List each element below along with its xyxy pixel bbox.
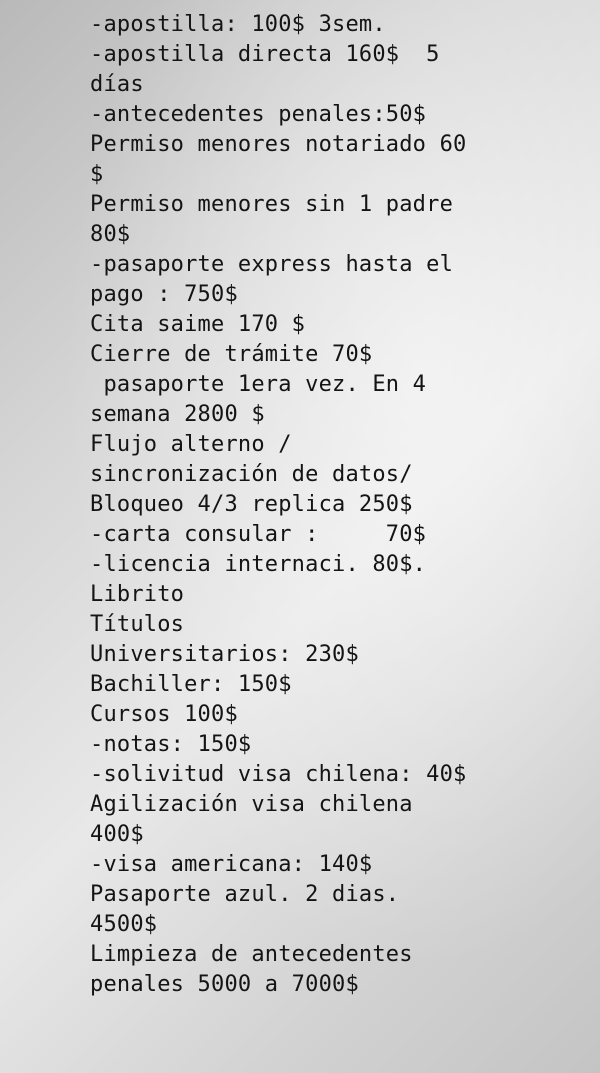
price-list-line: -solivitud visa chilena: 40$ [90,762,467,787]
price-list-line: Universitarios: 230$ [90,642,359,667]
price-list-line: semana 2800 $ [90,402,265,427]
price-list-line: -apostilla: 100$ 3sem. [90,12,386,37]
price-list-line: pago : 750$ [90,282,238,307]
price-list-line: Agilización visa chilena [90,792,413,817]
price-list-line: 80$ [90,222,131,247]
price-list-line: -antecedentes penales:50$ [90,102,427,127]
price-list-line: -visa americana: 140$ [90,852,373,877]
price-list-line: sincronización de datos/ [90,462,413,487]
price-list-line: Títulos [90,612,185,637]
price-list-line: -licencia internaci. 80$. [90,552,427,577]
price-list-line: 4500$ [90,912,158,937]
price-list-line: Cita saime 170 $ [90,312,306,337]
price-list-line: -apostilla directa 160$ 5 [90,42,440,67]
price-list-line: pasaporte 1era vez. En 4 [90,372,427,397]
price-list-line: -pasaporte express hasta el [90,252,454,277]
price-list-line: Bachiller: 150$ [90,672,292,697]
price-list-line: -carta consular : 70$ [90,522,427,547]
price-list-line: Librito [90,582,185,607]
price-list-line: Flujo alterno / [90,432,292,457]
price-list-line: Limpieza de antecedentes [90,942,413,967]
price-list-line: $ [90,162,104,187]
price-list-line: días [90,72,144,97]
price-list-line: Bloqueo 4/3 replica 250$ [90,492,413,517]
price-list-line: Permiso menores notariado 60 [90,132,467,157]
price-list-line: Cierre de trámite 70$ [90,342,373,367]
price-list-line: Permiso menores sin 1 padre [90,192,454,217]
price-list-line: Cursos 100$ [90,702,238,727]
price-list [90,10,590,1000]
price-list-line: penales 5000 a 7000$ [90,972,359,997]
price-list-line: 400$ [90,822,144,847]
price-list-line: Pasaporte azul. 2 dias. [90,882,400,907]
price-list-line: -notas: 150$ [90,732,252,757]
